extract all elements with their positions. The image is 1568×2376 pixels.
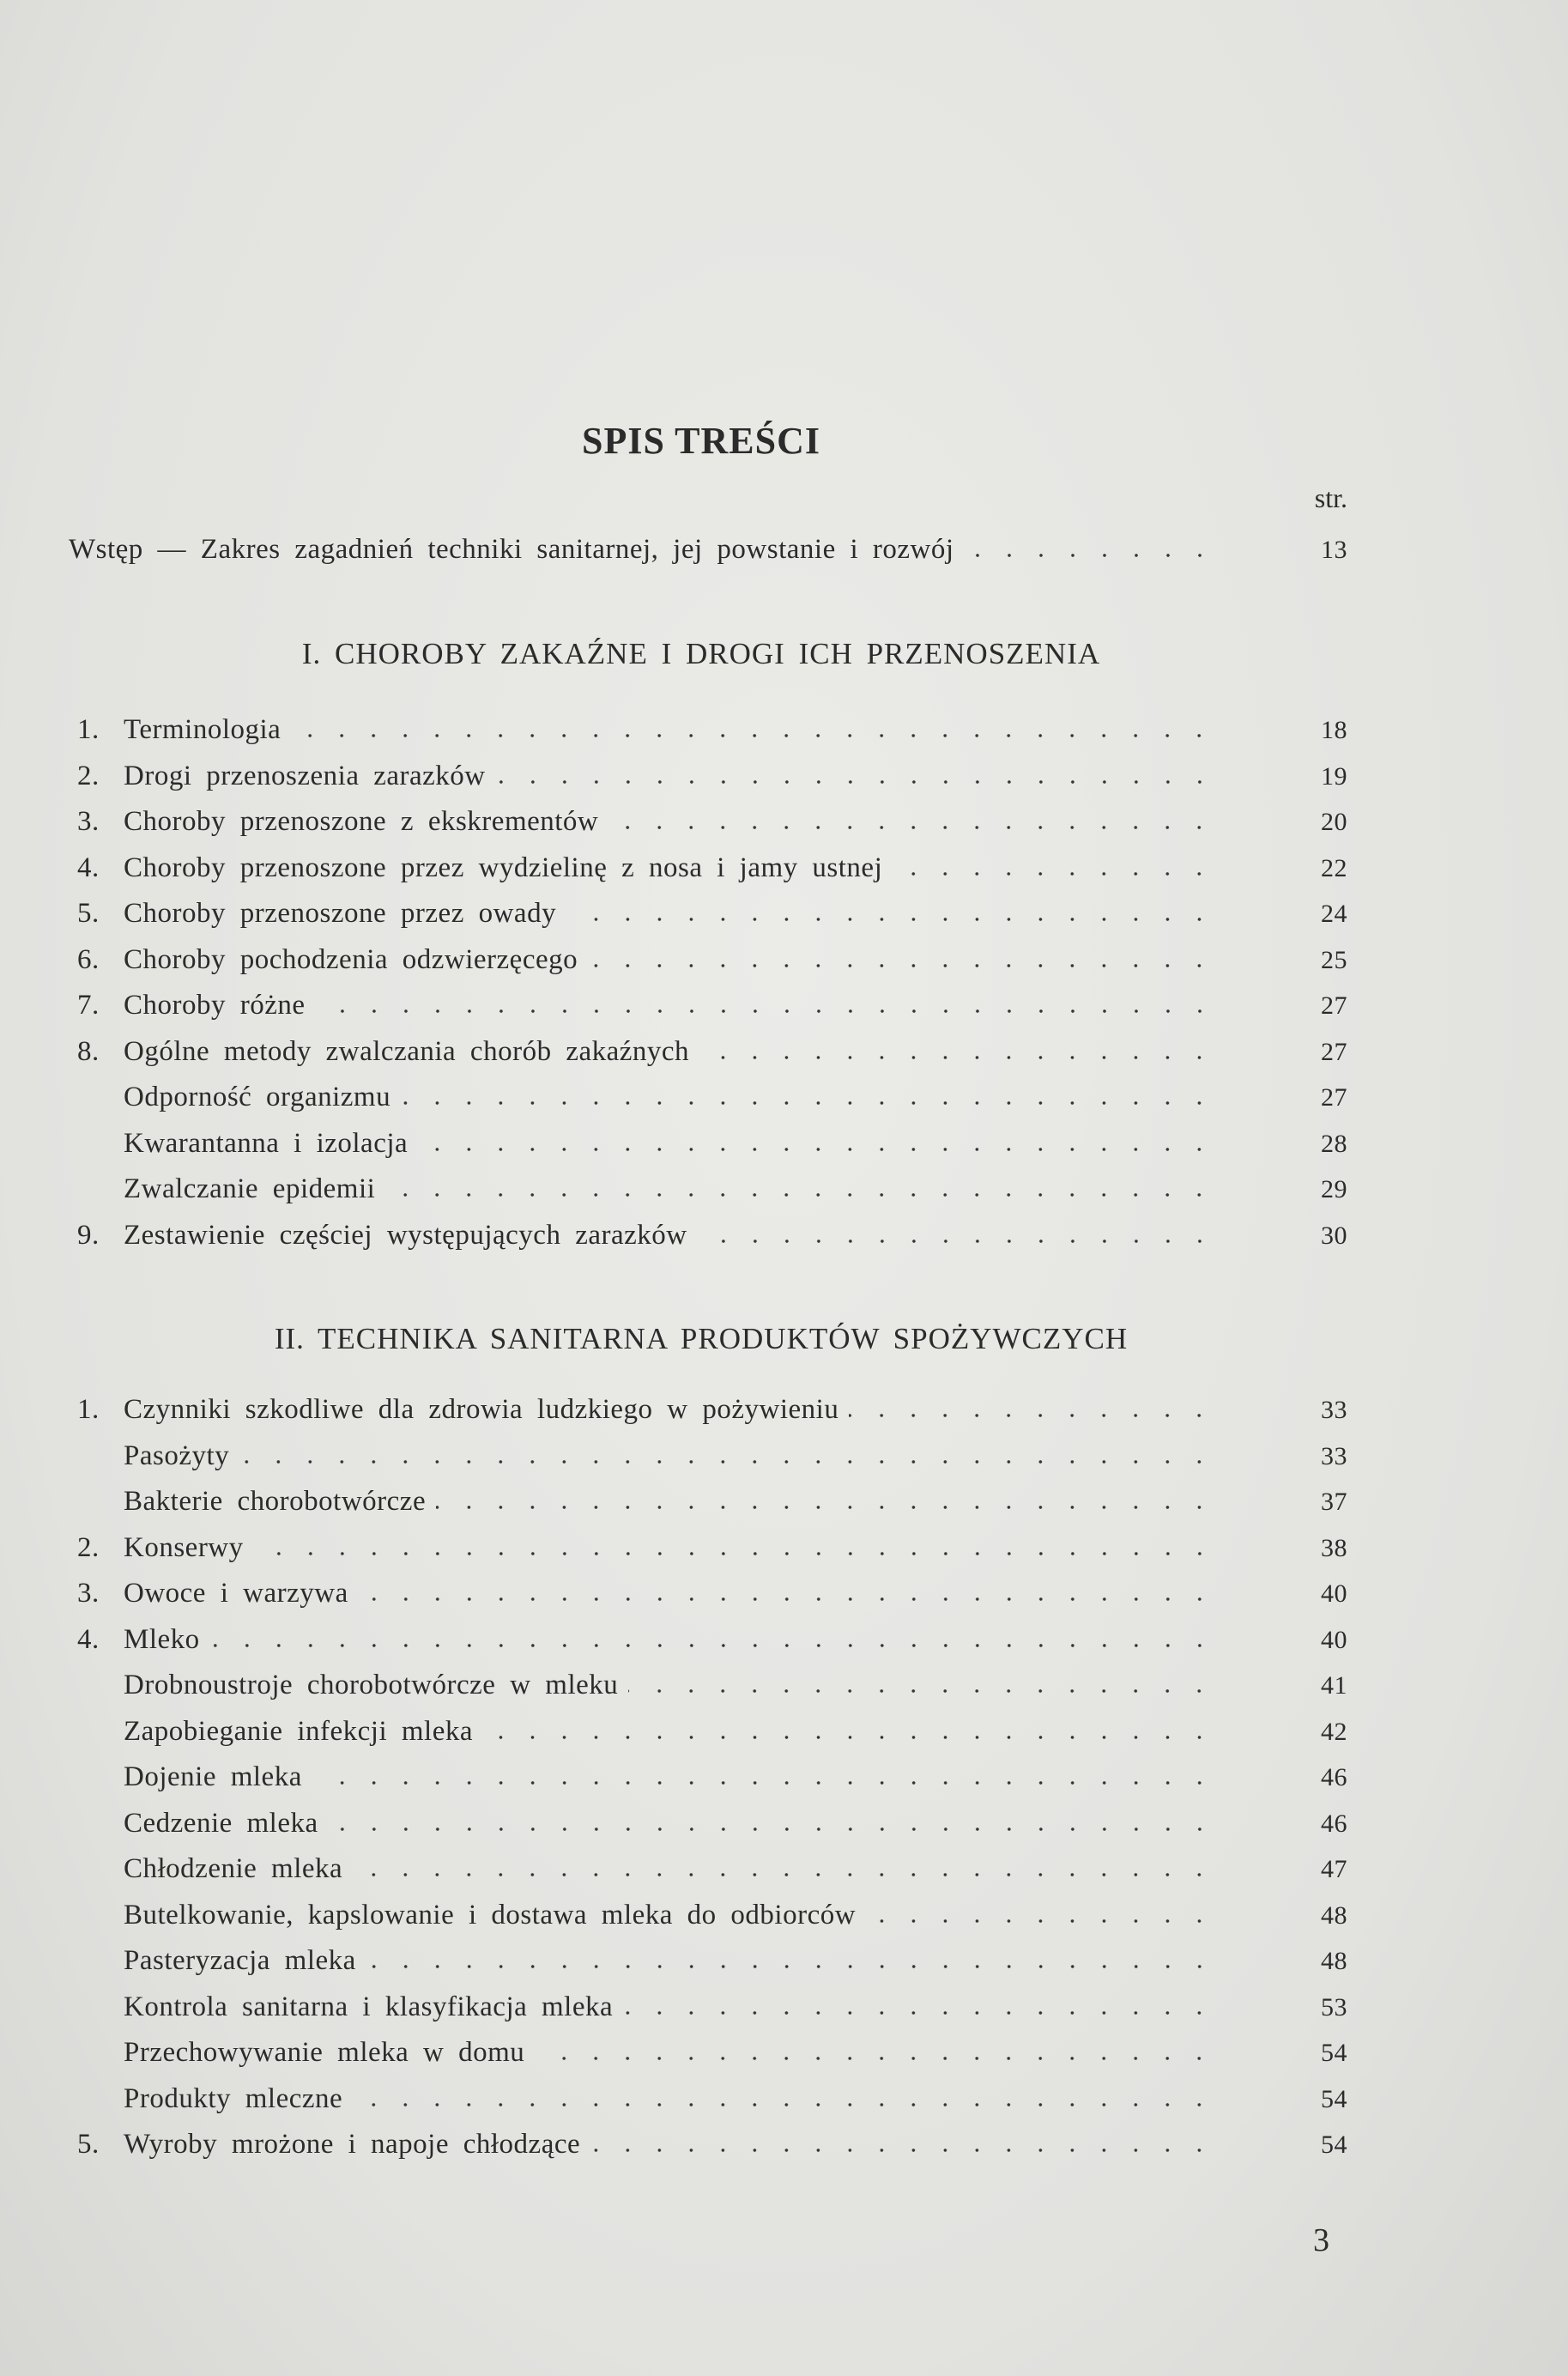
toc-entry-page: 20 xyxy=(1321,808,1347,836)
toc-entry-number: 4. xyxy=(77,852,100,883)
toc-entry-number: 6. xyxy=(77,943,100,975)
dot-leader xyxy=(359,1597,1215,1602)
toc-entry-intro xyxy=(69,534,1347,580)
dot-leader xyxy=(698,1239,1215,1244)
toc-entry xyxy=(69,990,1347,1036)
toc-entry-page: 24 xyxy=(1321,900,1347,928)
toc-entry-label: Zwalczanie epidemii xyxy=(124,1173,376,1204)
dot-leader xyxy=(329,1827,1215,1832)
toc-entry-label: Dojenie mleka xyxy=(124,1761,302,1792)
toc-entry xyxy=(69,1440,1347,1487)
toc-entry xyxy=(69,1716,1347,1762)
section-heading-1: I. CHOROBY ZAKAŹNE I DROGI ICH PRZENOSZENIA xyxy=(301,637,1101,670)
toc-entry xyxy=(69,2037,1347,2083)
toc-entry-page: 19 xyxy=(1321,761,1347,791)
toc-entry-label: Kwarantanna i izolacja xyxy=(124,1127,409,1159)
dot-leader xyxy=(483,1735,1215,1740)
toc-entry xyxy=(69,1220,1347,1266)
toc-entry xyxy=(69,1532,1347,1579)
toc-entry-number: 4. xyxy=(77,1623,100,1655)
page-title: SPIS TREŚCI xyxy=(582,420,820,462)
dot-leader xyxy=(849,1413,1215,1418)
toc-entry-label: Pasteryzacja mleka xyxy=(124,1945,356,1976)
toc-entry-page: 13 xyxy=(1321,536,1347,564)
toc-entry-label: Przechowywanie mleka w domu xyxy=(124,2037,525,2068)
toc-entry-number: 9. xyxy=(77,1219,100,1251)
dot-leader xyxy=(965,553,1215,558)
toc-entry xyxy=(69,1624,1347,1670)
toc-entry-number: 2. xyxy=(77,760,100,791)
toc-entry-label: Owoce i warzywa xyxy=(124,1578,348,1609)
toc-entry-label: Pasożyty xyxy=(124,1440,230,1471)
toc-entry-label: Choroby różne xyxy=(124,990,306,1021)
toc-entry-page: 33 xyxy=(1321,1396,1347,1424)
toc-entry-label: Odporność organizmu xyxy=(124,1082,391,1112)
toc-entry xyxy=(69,761,1347,807)
toc-entry-page: 46 xyxy=(1321,1809,1347,1838)
dot-leader xyxy=(628,1688,1215,1694)
toc-entry-label: Kontrola sanitarna i klasyfikacja mleka xyxy=(124,1991,614,2022)
dot-leader xyxy=(893,871,1215,876)
toc-entry-page: 54 xyxy=(1321,2131,1347,2159)
page-number: 3 xyxy=(1313,2222,1329,2258)
toc-entry-page: 33 xyxy=(1321,1441,1347,1470)
toc-entry-label: Choroby przenoszone z ekskrementów xyxy=(124,806,599,837)
dot-leader xyxy=(316,1009,1215,1014)
toc-entry xyxy=(69,898,1347,944)
dot-leader xyxy=(418,1147,1215,1152)
toc-entry xyxy=(69,1173,1347,1220)
toc-entry-label: Choroby przenoszone przez owady xyxy=(124,898,557,929)
toc-entry-label: Ogólne metody zwalczania chorób zakaźnych xyxy=(124,1035,690,1067)
dot-leader xyxy=(436,1505,1215,1510)
toc-entry-label: Zapobieganie infekcji mleka xyxy=(124,1715,474,1747)
toc-entry-label: Czynniki szkodliwe dla zdrowia ludzkiego w pożywieniu xyxy=(124,1394,839,1425)
toc-entry xyxy=(69,1128,1347,1174)
dot-leader xyxy=(210,1643,1215,1648)
toc-entry-page: 41 xyxy=(1321,1671,1347,1700)
toc-entry xyxy=(69,714,1347,761)
toc-entry-page: 27 xyxy=(1321,1037,1347,1066)
toc-entry xyxy=(69,1991,1347,2038)
toc-entry-page: 40 xyxy=(1321,1579,1347,1608)
dot-leader xyxy=(590,2148,1215,2153)
toc-entry-page: 37 xyxy=(1321,1488,1347,1516)
toc-entry-page: 53 xyxy=(1321,1992,1347,2021)
toc-entry-page: 47 xyxy=(1321,1855,1347,1883)
toc-entry-page: 42 xyxy=(1321,1717,1347,1746)
toc-entry-page: 27 xyxy=(1321,1083,1347,1112)
toc-entry-number: 1. xyxy=(77,714,100,745)
toc-entry-page: 54 xyxy=(1321,2039,1347,2067)
toc-entry-page: 22 xyxy=(1321,853,1347,882)
toc-entry-number: 5. xyxy=(77,2129,100,2160)
toc-entry xyxy=(69,1761,1347,1808)
dot-leader xyxy=(608,825,1215,830)
toc-entry-page: 46 xyxy=(1321,1763,1347,1791)
toc-entry-number: 5. xyxy=(77,898,100,929)
toc-entry-number: 3. xyxy=(77,806,100,837)
toc-entry-page: 18 xyxy=(1321,716,1347,744)
toc-entry-number: 2. xyxy=(77,1531,100,1563)
dot-leader xyxy=(239,1459,1215,1464)
toc-entry-page: 48 xyxy=(1321,1900,1347,1930)
toc-entry xyxy=(69,1853,1347,1900)
dot-leader xyxy=(291,733,1215,738)
toc-entry-page: 48 xyxy=(1321,1947,1347,1975)
toc-entry xyxy=(69,1578,1347,1624)
dot-leader xyxy=(366,1964,1215,1969)
toc-entry-number: 3. xyxy=(77,1578,100,1609)
toc-entry xyxy=(69,2083,1347,2130)
toc-entry-label: Cedzenie mleka xyxy=(124,1807,318,1839)
toc-entry-label: Zestawienie częściej występujących zarazków xyxy=(124,1219,687,1251)
toc-entry xyxy=(69,1036,1347,1082)
dot-leader xyxy=(254,1551,1215,1556)
toc-entry xyxy=(69,852,1347,899)
toc-entry xyxy=(69,1394,1347,1440)
toc-entry-label: Wstęp — Zakres zagadnień techniki sanitarnej, jej powstanie i rozwój xyxy=(69,534,954,565)
toc-entry xyxy=(69,1670,1347,1716)
toc-entry-label: Mleko xyxy=(124,1623,200,1655)
toc-entry-label: Drobnoustroje chorobotwórcze w mleku xyxy=(124,1670,619,1700)
dot-leader xyxy=(496,779,1215,785)
toc-entry-label: Terminologia xyxy=(124,714,282,745)
toc-entry-label: Drogi przenoszenia zarazków xyxy=(124,760,486,791)
toc-entry-label: Choroby przenoszone przez wydzielinę z nosa i jamy ustnej xyxy=(124,852,883,883)
toc-entry-page: 54 xyxy=(1321,2084,1347,2113)
toc-entry-label: Produkty mleczne xyxy=(124,2082,343,2114)
dot-leader xyxy=(385,1192,1215,1197)
toc-entry-page: 27 xyxy=(1321,991,1347,1020)
toc-entry-label: Konserwy xyxy=(124,1531,244,1563)
toc-entry-label: Chłodzenie mleka xyxy=(124,1853,343,1884)
toc-entry-number: 1. xyxy=(77,1394,100,1425)
toc-entry xyxy=(69,1486,1347,1532)
toc-entry xyxy=(69,806,1347,852)
toc-entry-page: 38 xyxy=(1321,1533,1347,1562)
toc-entry-page: 28 xyxy=(1321,1129,1347,1158)
toc-entry xyxy=(69,944,1347,991)
toc-entry-page: 30 xyxy=(1321,1221,1347,1250)
dot-leader xyxy=(312,1780,1215,1785)
toc-entry xyxy=(69,1900,1347,1946)
dot-leader xyxy=(566,917,1215,922)
toc-entry-number: 7. xyxy=(77,990,100,1021)
toc-entry-page: 25 xyxy=(1321,945,1347,974)
toc-entry-page: 40 xyxy=(1321,1625,1347,1654)
dot-leader xyxy=(866,1918,1215,1924)
dot-leader xyxy=(535,2056,1215,2061)
section-heading-2: II. TECHNIKA SANITARNA PRODUKTÓW SPOŻYWCZYCH xyxy=(274,1322,1129,1355)
dot-leader xyxy=(353,1872,1215,1877)
toc-entry-label: Wyroby mrożone i napoje chłodzące xyxy=(124,2129,581,2160)
dot-leader xyxy=(699,1055,1215,1060)
dot-leader xyxy=(588,963,1215,968)
page-column-label: str. xyxy=(1314,482,1347,513)
toc-entry-label: Choroby pochodzenia odzwierzęcego xyxy=(124,943,578,975)
toc-entry-page: 29 xyxy=(1321,1175,1347,1203)
toc-entry xyxy=(69,1945,1347,1991)
toc-entry-label: Bakterie chorobotwórcze xyxy=(124,1486,427,1517)
toc-entry-label: Butelkowanie, kapslowanie i dostawa mleka do odbiorców xyxy=(124,1899,857,1930)
toc-entry xyxy=(69,1082,1347,1128)
dot-leader xyxy=(401,1100,1215,1106)
toc-entry xyxy=(69,2129,1347,2175)
dot-leader xyxy=(623,2010,1215,2015)
toc-entry-number: 8. xyxy=(77,1035,100,1067)
dot-leader xyxy=(353,2102,1215,2107)
toc-entry xyxy=(69,1808,1347,1854)
